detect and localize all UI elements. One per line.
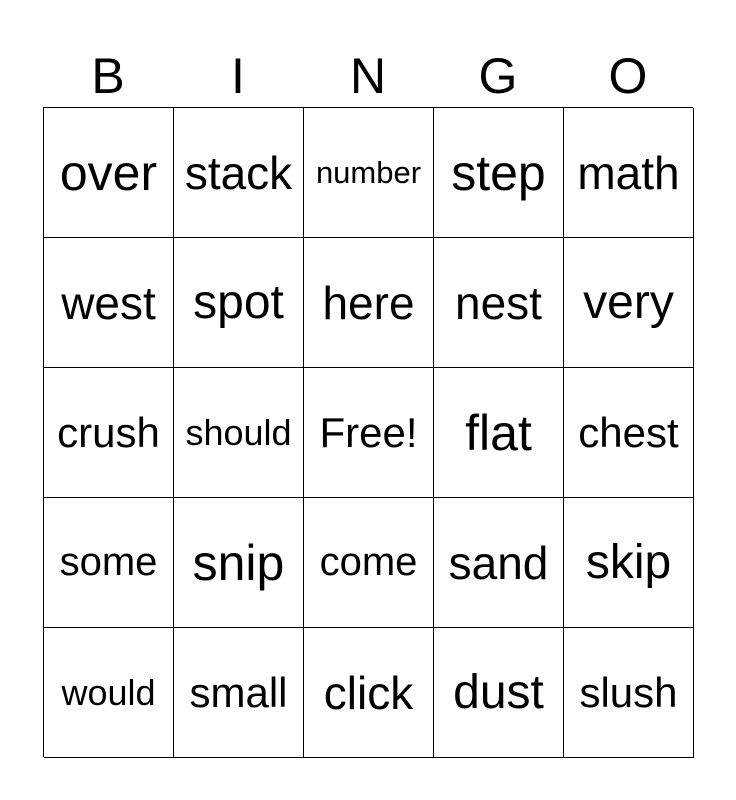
- header-letter-n: N: [349, 48, 387, 104]
- bingo-cell[interactable]: chest: [564, 368, 694, 498]
- bingo-cell[interactable]: would: [44, 628, 174, 758]
- bingo-cell[interactable]: should: [174, 368, 304, 498]
- bingo-cell[interactable]: math: [564, 108, 694, 238]
- bingo-header: [43, 46, 693, 106]
- bingo-cell[interactable]: some: [44, 498, 174, 628]
- bingo-cell[interactable]: small: [174, 628, 304, 758]
- header-letter-g: G: [478, 48, 518, 104]
- bingo-grid: [43, 107, 693, 757]
- bingo-cell[interactable]: nest: [434, 238, 564, 368]
- bingo-cell[interactable]: number: [304, 108, 434, 238]
- header-letter-o: O: [608, 48, 648, 104]
- header-letter-i: I: [231, 48, 245, 104]
- bingo-cell[interactable]: come: [304, 498, 434, 628]
- bingo-cell[interactable]: click: [304, 628, 434, 758]
- bingo-cell[interactable]: over: [44, 108, 174, 238]
- bingo-cell[interactable]: sand: [434, 498, 564, 628]
- header-letter-b: B: [91, 48, 125, 104]
- bingo-cell[interactable]: spot: [174, 238, 304, 368]
- bingo-cell[interactable]: step: [434, 108, 564, 238]
- bingo-cell free-space[interactable]: Free!: [304, 368, 434, 498]
- bingo-cell[interactable]: skip: [564, 498, 694, 628]
- bingo-cell[interactable]: west: [44, 238, 174, 368]
- bingo-cell[interactable]: snip: [174, 498, 304, 628]
- bingo-cell[interactable]: very: [564, 238, 694, 368]
- bingo-cell[interactable]: crush: [44, 368, 174, 498]
- bingo-cell[interactable]: flat: [434, 368, 564, 498]
- bingo-cell[interactable]: here: [304, 238, 434, 368]
- bingo-cell[interactable]: slush: [564, 628, 694, 758]
- bingo-cell[interactable]: dust: [434, 628, 564, 758]
- bingo-cell[interactable]: stack: [174, 108, 304, 238]
